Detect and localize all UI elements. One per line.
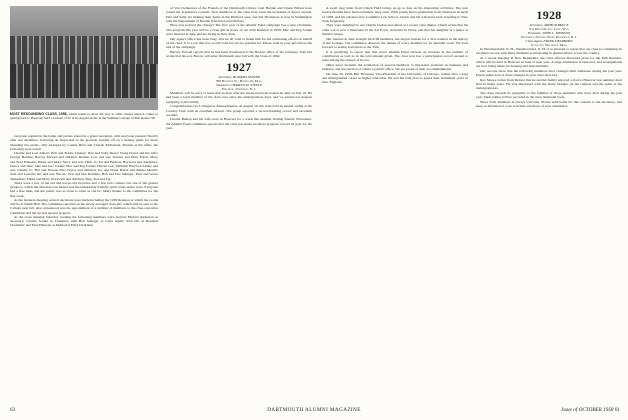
photo-caption — [10, 112, 158, 120]
paragraph: At the business meeting several decisions were made including the 1958 Reunion at which the rooms will be at Smith Hall. The committee reported on the newly arranged class gift, which will be sent to the College next fall. Also announced was the appointment of a number of members to the class executive committee and the several special projects. — [10, 197, 158, 215]
paragraph: Members will be sorry to learn that an hour after the stroke had been treated he died on July 18. He had been a loyal member of the class ever since his undergraduate days, and we extend our deepest sympathy to his family. — [166, 91, 312, 104]
page-number-left: 63 — [10, 407, 16, 413]
agent-line: Class Agent, FRANK DEARBORN — [525, 39, 573, 43]
class-year-heading: 1927 — [226, 60, 252, 75]
paragraph: Congratulations! To Livingston, Massachusetts, on August 10, the class held its annual outing at the Country Club with an excellent turnout. The group reported a record-breaking crowd and excellent weather. — [166, 104, 312, 117]
column-2 — [166, 6, 312, 131]
paragraph: It is gratifying to report that this year's Alumni Fund showed an increase in the number of contributors as well as in the total amount given. The class now has a participation record second to none among the classes of its era. — [322, 49, 468, 63]
paragraph: Roy Moore writes from Denver that he and his family enjoyed a visit to Hanover last summer, their first in many years. He was impressed with the many changes on the campus and the spirit of the undergraduates. — [476, 77, 622, 91]
caption-text: which seems to show the way to other classes when it comes to getting back to Hanover, held a turnout of 67 at its August picnic at the Summer Cottage of Bob Keane '58. — [10, 112, 158, 121]
secretary-line: Secretary, ARTHUR BRUCE — [529, 23, 569, 27]
secretary-address: Von Diest Oil Co., Cody, Wyo. — [528, 27, 570, 31]
treasurer-address: Pine Ave., Westfield, N. J. — [222, 87, 256, 92]
paragraph: Other news includes the promotion of several members to important positions in business and industry, and the election of others to public office. We are proud of their accomplishments. — [322, 62, 468, 72]
column-1-text — [10, 134, 158, 228]
paragraph: Charlie Bishop and his wife were in Hanover for a week this summer visiting friends. Elsewhere, the Alumni Fund committee reports that the class has made excellent progress toward its goal for the year. — [166, 117, 312, 130]
paragraph: A swell long letter from Chuck Field brings us up to date on his interesting activities. The past twelve months have been extremely busy ones. With young Don's graduation from Wesleyan in April of 1958, and his entrance into Columbia Law School, Chuck and his wife have been traveling to New York frequently. — [322, 6, 468, 23]
paragraph: News from members is always welcome. Please send items for this column to the Secretary, and keep us informed of your activities and those of your classmates. — [476, 99, 622, 109]
paragraph: They were delighted to see Charlie Jordan and others at a recent class dinner. Chuck writes that his older son is now a lieutenant in the Air Force, stationed in Texas, and that his daughter is a junior at Smith College. — [322, 23, 468, 36]
magazine-title: DARTMOUTH ALUMNI MAGAZINE — [267, 407, 361, 413]
paragraph: Our records show that the following members have changed their addresses during the past year. Please make note of these changes in your class directory. — [476, 69, 622, 78]
paragraph: Our reunion in June brought back 98 members, the largest turnout for a 31st reunion in the history of the College. The committee deserves the thanks of every member for its splendid work. We look forward to seeing even more at the 35th. — [322, 36, 468, 50]
paragraph: There were a few of the old and not-so-old favorites and a few new comers, but one of the greater groups to which the attention was turned was the remarkably friendly spirit of the entire class. Everyone had a fine time, and the picnic was as close to ideal as can be. Many thanks to the committee for the fine work. — [10, 180, 158, 198]
paragraph: At the close meeting Saturday evening the following members were elected: Herbert Anderson as Secretary; Charlie Jordan as Treasurer, with Bob Salinger as Class Agent; Stan Orr as Reunion Chairman; and Fred Hinsone as Memorial Fund Chairman. — [10, 214, 158, 228]
agent-address: In the city, Wellesley, Mass. — [530, 43, 568, 47]
paragraph: of Van Clemenson of the Friends of the Dartmouth Library. Gail Borden and Chuck Wilson have joined the Treasurer's Council. New members of the class have been the recipients of honor awards. Dan and Sally are making their home in the Hartford area, and Sid Thompson is now in Washington with the Department of Health, Education and Welfare. — [166, 6, 312, 23]
page-number-right: 61 — [614, 407, 620, 413]
class-picnic-photo — [10, 6, 158, 110]
paragraph: In Westmoreland, N. H., Westmoreland, N. H., it is pleasant to report that our class is continuing its excellent record, with many members participating in alumni affairs across the country. — [476, 47, 622, 56]
paragraph: At a recent meeting in New Hampshire, the class officers discussed plans for the 30th Reunion, which will be held in Hanover in June of next year. A large attendance is expected, and arrangements are now being made for housing and entertainment. — [476, 55, 622, 69]
issue-date: Issue of OCTOBER 1958 — [561, 407, 614, 413]
paragraph: The class extends its sympathy to the families of those members who have died during the past year. Their names will be recorded in the class memorial book. — [476, 91, 622, 100]
treasurer-line: Treasurer, CHARLES M. STEELE — [216, 83, 262, 88]
paragraph: On June 30, 1958, Bill Thornton, Vice-President of the University of Chicago, retired after a long and distinguished career in higher education. He and his wife plan to spend their retirement years in New England. — [322, 71, 468, 85]
treasurer-line: Treasurer, JOHN L. JOHNSON — [527, 31, 571, 35]
paragraph: Our agent's office has been busy, and we all want to thank him for his continuing efforts on behalf of the class. It is a job that few would want but all are grateful for. Please send in your gift before the end of the campaign. — [166, 36, 312, 50]
treasurer-address: Providence National Bank, Providence, R. I. — [521, 35, 577, 39]
paragraph: Charlie and Lois Abbott; Bob and Frame Cheney; Dan and Sally Dever; Doug Dowd and his wife; George Holmes; Harvey Farwell and children; Rennie, Lou, and son; Stanley and Mary Eaton; Mary and Fred Hinsone; Hicks and Mary Stacy and son; Herb Jo; Ed and Barbara Hayward and daughters; Nancy and Jake; Jake and Joe; Jordan; Mac and Peg Jordan; Harriet Lee; Michelle Harrison Ainley and son; Charlie Jr.; Hal and Noreen Mac-Taylor and children; Joe and Doris Baird; and Emma Merrill; Stan and Lucretia Orr and son; Bacon; Jack and Dot Robbins; Bob and Dot Salinger; Paul and Grace Tenneman; Tubbs and Mary Worswick and children, Skip, Ted and Jay. — [10, 151, 158, 181]
column-3 — [322, 6, 468, 85]
paragraph: everyone regaled in the lodge and parties joined in a grand reception, with everyone pleased. Shortly after two members, following an inspection of the grounds, headed off on a Sunday game for those attending the picnic, ably arranged by Connie Brist and Charlie McKenzie. Present at the affair, the following were noted: — [10, 134, 158, 151]
paragraph: Harvey Farwell reports that he has been transferred to the Boston office of his company. Stan Orr writes that his son, Bacon, will enter Dartmouth next fall with the Class of 1962. — [166, 49, 312, 58]
secretary-address: 300 Boylston St., Boston 16, Mass. — [215, 79, 263, 84]
caption-lead: MOST RESOUNDING CLASS, 1958, — [10, 112, 68, 116]
issue-line — [520, 407, 620, 413]
column-4 — [476, 6, 622, 109]
secretary-line: Secretary, HOWARD SEAVER — [218, 75, 260, 80]
class-year-heading: 1928 — [536, 8, 562, 22]
paragraph: Have you noticed the change? The first year of the Alumni Fund campaign has a new Chairman. The program this year will be a class gift in honor of our 25th Reunion in 1958. Mac and Peg Jordan were married in June and are living in New York. — [166, 23, 312, 36]
